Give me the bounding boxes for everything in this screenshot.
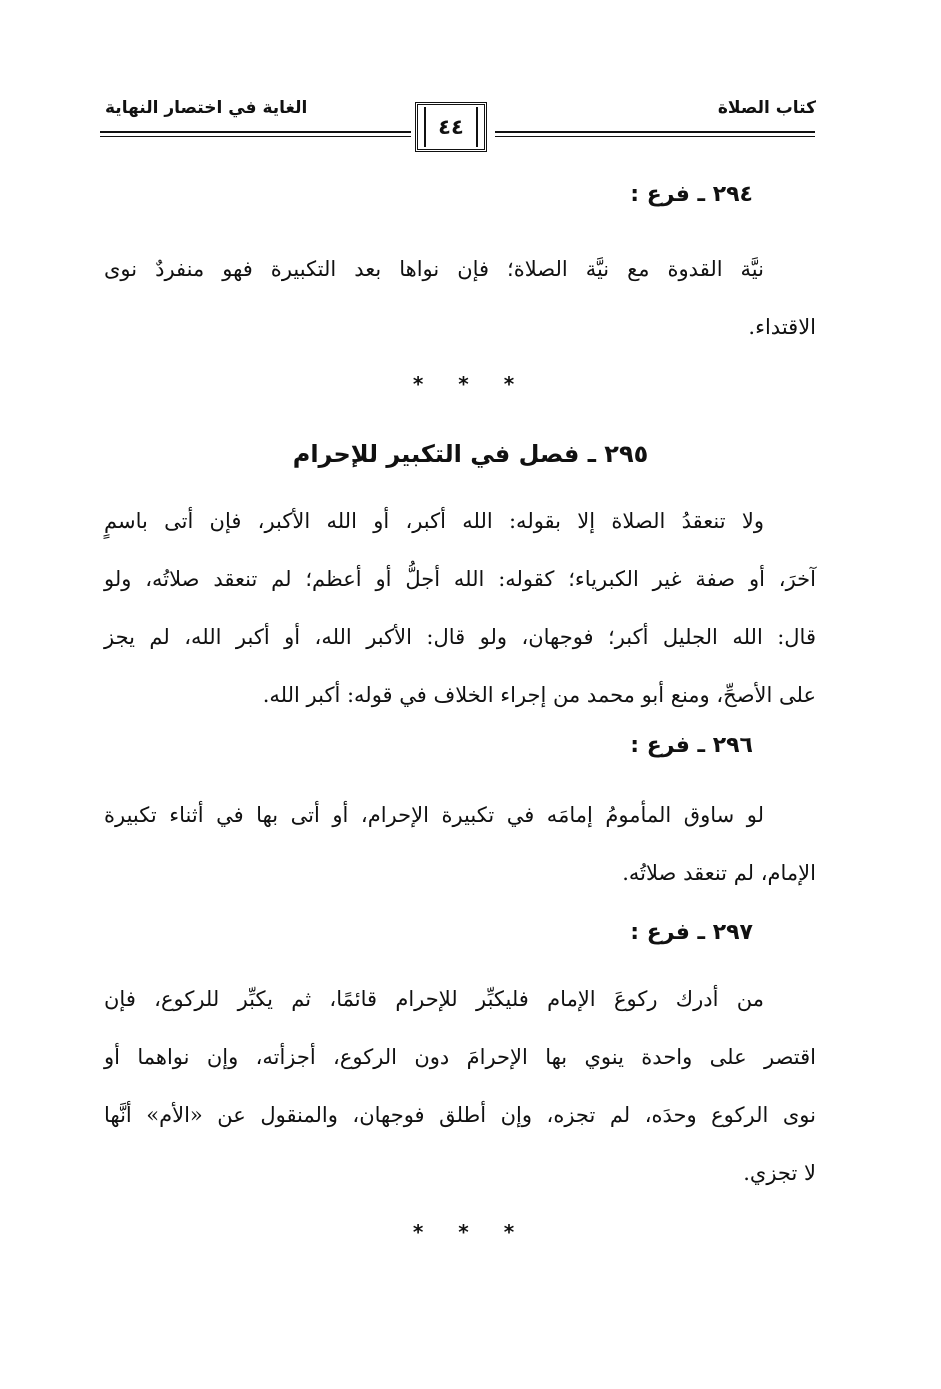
page-number-frame bbox=[411, 96, 495, 160]
branch-296-heading: ٢٩٦ ـ فرع : bbox=[630, 733, 753, 758]
paragraph-line: اقتصر على واحدة ينوي بها الإحرامَ دون الركوع، أجزأته، وإن نواهما أو bbox=[104, 1045, 816, 1069]
paragraph-line: من أدرك ركوعَ الإمام فليكبِّر للإحرام قائمًا، ثم يكبِّر للركوع، فإن bbox=[104, 987, 764, 1011]
book-running-title: الغاية في اختصار النهاية bbox=[105, 98, 308, 118]
branch-294-body bbox=[104, 240, 816, 356]
paragraph-line: الإمام، لم تنعقد صلاتُه. bbox=[622, 861, 816, 885]
paragraph-line: الاقتداء. bbox=[748, 315, 816, 339]
section-295-title: ٢٩٥ ـ فصل في التكبير للإحرام bbox=[292, 440, 649, 468]
section-separator: * * * bbox=[412, 1220, 529, 1244]
paragraph-line: لا تجزي. bbox=[743, 1161, 816, 1185]
paragraph-line: ولا تنعقدُ الصلاة إلا بقوله: الله أكبر، أو الله الأكبر، فإن أتى باسمٍ bbox=[104, 509, 764, 533]
paragraph-line: نيَّة القدوة مع نيَّة الصلاة؛ فإن نواها بعد التكبيرة فهو منفردٌ نوى bbox=[104, 257, 764, 281]
paragraph-line: آخرَ، أو صفة غير الكبرياء؛ كقوله: الله أجلُّ أو أعظم؛ لم تنعقد صلاتُه، ولو bbox=[104, 567, 816, 591]
page-number-box bbox=[415, 102, 487, 152]
section-separator: * * * bbox=[412, 372, 529, 396]
branch-294-heading: ٢٩٤ ـ فرع : bbox=[630, 182, 753, 207]
paragraph-line: قال: الله الجليل أكبر؛ فوجهان، ولو قال: الأكبر الله، أو أكبر الله، لم يجز bbox=[104, 625, 816, 649]
paragraph-line: على الأصحِّ، ومنع أبو محمد من إجراء الخلاف في قوله: أكبر الله. bbox=[262, 683, 816, 707]
paragraph-line: لو ساوق المأمومُ إمامَه في تكبيرة الإحرام، أو أتى بها في أثناء تكبيرة bbox=[104, 803, 764, 827]
branch-296-body bbox=[104, 786, 816, 902]
chapter-running-title: كتاب الصلاة bbox=[717, 98, 816, 118]
page-number: ٤٤ bbox=[438, 115, 464, 139]
paragraph-line: نوى الركوع وحدَه، لم تجزه، وإن أطلق فوجهان، والمنقول عن «الأم» أنَّها bbox=[104, 1103, 816, 1127]
branch-297-heading: ٢٩٧ ـ فرع : bbox=[630, 920, 753, 945]
section-295-body bbox=[104, 492, 816, 724]
branch-297-body bbox=[104, 970, 816, 1202]
